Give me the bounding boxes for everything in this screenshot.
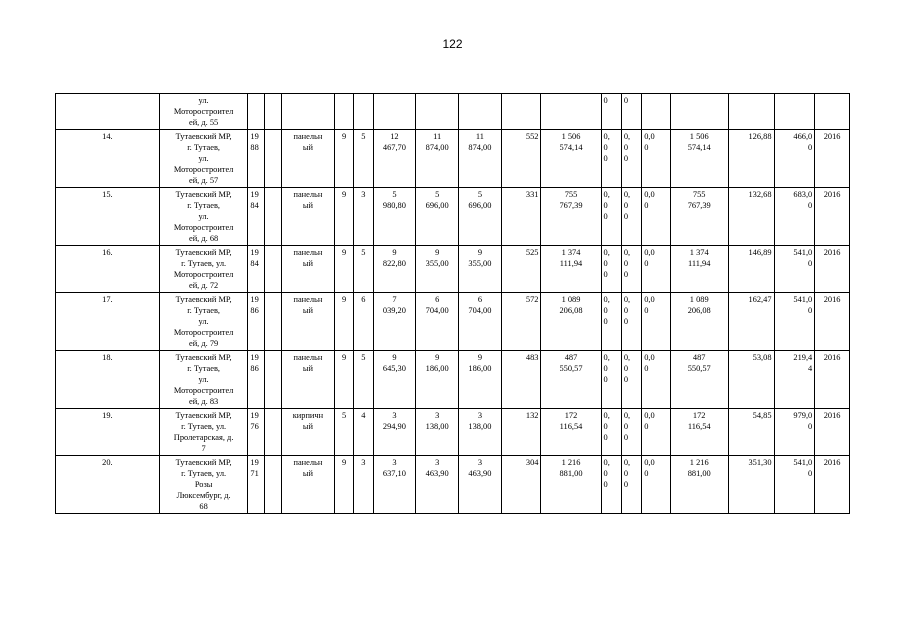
cell-floors <box>334 94 353 130</box>
cell-cost-b: 0, 0 0 <box>621 130 641 188</box>
cell-cost-d: 1 089 206,08 <box>670 293 728 351</box>
cell-max-cost <box>774 94 815 130</box>
cell-cost-b: 0, 0 0 <box>621 351 641 409</box>
cell-empty-col <box>264 351 281 409</box>
cell-year-completion: 2016 <box>815 456 850 514</box>
cell-year-completion: 2016 <box>815 351 850 409</box>
cell-cost-b: 0, 0 0 <box>621 188 641 246</box>
cell-build-year <box>248 94 264 130</box>
cell-cost-d: 1 374 111,94 <box>670 246 728 293</box>
cell-empty-col <box>264 409 281 456</box>
cell-address: ул. Моторостроител ей, д. 55 <box>159 94 248 130</box>
cell-floors: 9 <box>334 293 353 351</box>
cell-area-b: 3 138,00 <box>459 409 502 456</box>
cell-build-year: 19 71 <box>248 456 264 514</box>
cell-wall-material: панельн ый <box>281 456 334 514</box>
cell-max-cost: 979,0 0 <box>774 409 815 456</box>
cell-cost-d: 755 767,39 <box>670 188 728 246</box>
cell-row-number: 14. <box>56 130 160 188</box>
cell-cost-total: 1 089 206,08 <box>541 293 601 351</box>
cell-cost-c: 0,0 0 <box>642 246 671 293</box>
cell-area-a: 3 463,90 <box>416 456 459 514</box>
cell-residents: 483 <box>501 351 541 409</box>
table-row <box>56 293 850 351</box>
table-row <box>56 456 850 514</box>
cell-cost-c <box>642 94 671 130</box>
register-table <box>55 93 850 514</box>
cell-cost-per-m2: 351,30 <box>728 456 774 514</box>
cell-build-year: 19 88 <box>248 130 264 188</box>
cell-floors: 5 <box>334 409 353 456</box>
cell-area-b <box>459 94 502 130</box>
cell-cost-b: 0, 0 0 <box>621 409 641 456</box>
cell-wall-material: панельн ый <box>281 188 334 246</box>
cell-year-completion: 2016 <box>815 130 850 188</box>
cell-row-number: 20. <box>56 456 160 514</box>
cell-floors: 9 <box>334 188 353 246</box>
cell-area-b: 9 186,00 <box>459 351 502 409</box>
cell-cost-a: 0 <box>601 94 621 130</box>
table-row <box>56 246 850 293</box>
cell-area-a: 9 355,00 <box>416 246 459 293</box>
cell-cost-a: 0, 0 0 <box>601 246 621 293</box>
cell-address: Тутаевский МР, г. Тутаев, ул. Моторостроител ей, д. 79 <box>159 293 248 351</box>
cell-row-number: 17. <box>56 293 160 351</box>
cell-cost-c: 0,0 0 <box>642 409 671 456</box>
cell-address: Тутаевский МР, г. Тутаев, ул. Моторостроител ей, д. 57 <box>159 130 248 188</box>
cell-row-number: 19. <box>56 409 160 456</box>
cell-residents: 525 <box>501 246 541 293</box>
cell-floors: 9 <box>334 351 353 409</box>
cell-cost-b: 0 <box>621 94 641 130</box>
cell-floors: 9 <box>334 246 353 293</box>
cell-address: Тутаевский МР, г. Тутаев, ул. Моторостроител ей, д. 72 <box>159 246 248 293</box>
cell-year-completion: 2016 <box>815 246 850 293</box>
cell-area-b: 5 696,00 <box>459 188 502 246</box>
table-body <box>56 94 850 514</box>
cell-total-area: 3 637,10 <box>373 456 416 514</box>
cell-cost-d: 487 550,57 <box>670 351 728 409</box>
cell-year-completion: 2016 <box>815 409 850 456</box>
cell-residents: 132 <box>501 409 541 456</box>
cell-entrances: 5 <box>354 246 373 293</box>
cell-cost-a: 0, 0 0 <box>601 188 621 246</box>
cell-row-number: 15. <box>56 188 160 246</box>
cell-max-cost: 683,0 0 <box>774 188 815 246</box>
table-row <box>56 130 850 188</box>
cell-empty-col <box>264 188 281 246</box>
cell-cost-total: 1 506 574,14 <box>541 130 601 188</box>
cell-residents: 331 <box>501 188 541 246</box>
cell-address: Тутаевский МР, г. Тутаев, ул. Моторостроител ей, д. 83 <box>159 351 248 409</box>
cell-cost-b: 0, 0 0 <box>621 246 641 293</box>
cell-entrances: 4 <box>354 409 373 456</box>
cell-build-year: 19 84 <box>248 188 264 246</box>
cell-wall-material: панельн ый <box>281 246 334 293</box>
cell-area-a <box>416 94 459 130</box>
cell-total-area: 7 039,20 <box>373 293 416 351</box>
cell-empty-col <box>264 293 281 351</box>
cell-cost-c: 0,0 0 <box>642 293 671 351</box>
cell-cost-b: 0, 0 0 <box>621 456 641 514</box>
cell-area-b: 6 704,00 <box>459 293 502 351</box>
cell-max-cost: 541,0 0 <box>774 246 815 293</box>
cell-cost-c: 0,0 0 <box>642 130 671 188</box>
cell-residents: 552 <box>501 130 541 188</box>
cell-cost-d: 1 216 881,00 <box>670 456 728 514</box>
cell-cost-d <box>670 94 728 130</box>
cell-cost-a: 0, 0 0 <box>601 456 621 514</box>
cell-area-a: 6 704,00 <box>416 293 459 351</box>
cell-area-a: 11 874,00 <box>416 130 459 188</box>
cell-cost-d: 172 116,54 <box>670 409 728 456</box>
cell-year-completion: 2016 <box>815 293 850 351</box>
cell-build-year: 19 84 <box>248 246 264 293</box>
cell-build-year: 19 86 <box>248 293 264 351</box>
cell-entrances: 6 <box>354 293 373 351</box>
cell-total-area <box>373 94 416 130</box>
cell-row-number: 18. <box>56 351 160 409</box>
cell-wall-material: кирпичн ый <box>281 409 334 456</box>
cell-entrances: 5 <box>354 130 373 188</box>
cell-row-number <box>56 94 160 130</box>
cell-area-a: 9 186,00 <box>416 351 459 409</box>
cell-wall-material: панельн ый <box>281 293 334 351</box>
cell-wall-material: панельн ый <box>281 130 334 188</box>
cell-residents: 572 <box>501 293 541 351</box>
cell-cost-total: 1 216 881,00 <box>541 456 601 514</box>
cell-area-b: 11 874,00 <box>459 130 502 188</box>
cell-cost-total: 755 767,39 <box>541 188 601 246</box>
cell-address: Тутаевский МР, г. Тутаев, ул. Пролетарская, д. 7 <box>159 409 248 456</box>
cell-cost-per-m2: 132,68 <box>728 188 774 246</box>
cell-max-cost: 466,0 0 <box>774 130 815 188</box>
cell-cost-c: 0,0 0 <box>642 188 671 246</box>
cell-cost-a: 0, 0 0 <box>601 130 621 188</box>
cell-total-area: 9 822,80 <box>373 246 416 293</box>
cell-residents <box>501 94 541 130</box>
cell-entrances: 3 <box>354 188 373 246</box>
cell-cost-per-m2: 54,85 <box>728 409 774 456</box>
table-row-continued <box>56 94 850 130</box>
cell-area-b: 3 463,90 <box>459 456 502 514</box>
cell-build-year: 19 86 <box>248 351 264 409</box>
cell-floors: 9 <box>334 130 353 188</box>
cell-cost-per-m2: 126,88 <box>728 130 774 188</box>
cell-area-a: 5 696,00 <box>416 188 459 246</box>
table-row <box>56 351 850 409</box>
cell-build-year: 19 76 <box>248 409 264 456</box>
page-number: 122 <box>442 37 463 51</box>
cell-residents: 304 <box>501 456 541 514</box>
cell-max-cost: 541,0 0 <box>774 456 815 514</box>
cell-cost-c: 0,0 0 <box>642 456 671 514</box>
cell-cost-per-m2 <box>728 94 774 130</box>
cell-floors: 9 <box>334 456 353 514</box>
cell-year-completion <box>815 94 850 130</box>
cell-area-b: 9 355,00 <box>459 246 502 293</box>
cell-cost-c: 0,0 0 <box>642 351 671 409</box>
cell-max-cost: 541,0 0 <box>774 293 815 351</box>
cell-cost-a: 0, 0 0 <box>601 409 621 456</box>
cell-empty-col <box>264 94 281 130</box>
cell-entrances: 5 <box>354 351 373 409</box>
cell-cost-total: 487 550,57 <box>541 351 601 409</box>
cell-total-area: 3 294,90 <box>373 409 416 456</box>
cell-year-completion: 2016 <box>815 188 850 246</box>
cell-row-number: 16. <box>56 246 160 293</box>
cell-empty-col <box>264 456 281 514</box>
cell-cost-b: 0, 0 0 <box>621 293 641 351</box>
cell-total-area: 9 645,30 <box>373 351 416 409</box>
cell-cost-per-m2: 146,89 <box>728 246 774 293</box>
cell-cost-d: 1 506 574,14 <box>670 130 728 188</box>
cell-cost-per-m2: 53,08 <box>728 351 774 409</box>
cell-wall-material: панельн ый <box>281 351 334 409</box>
cell-empty-col <box>264 130 281 188</box>
table-row <box>56 409 850 456</box>
cell-cost-a: 0, 0 0 <box>601 293 621 351</box>
cell-area-a: 3 138,00 <box>416 409 459 456</box>
cell-cost-total <box>541 94 601 130</box>
cell-address: Тутаевский МР, г. Тутаев, ул. Моторостроител ей, д. 68 <box>159 188 248 246</box>
cell-entrances: 3 <box>354 456 373 514</box>
cell-empty-col <box>264 246 281 293</box>
cell-cost-total: 1 374 111,94 <box>541 246 601 293</box>
cell-cost-a: 0, 0 0 <box>601 351 621 409</box>
cell-entrances <box>354 94 373 130</box>
cell-total-area: 5 980,80 <box>373 188 416 246</box>
cell-wall-material <box>281 94 334 130</box>
table-row <box>56 188 850 246</box>
cell-max-cost: 219,4 4 <box>774 351 815 409</box>
cell-total-area: 12 467,70 <box>373 130 416 188</box>
cell-cost-total: 172 116,54 <box>541 409 601 456</box>
cell-cost-per-m2: 162,47 <box>728 293 774 351</box>
cell-address: Тутаевский МР, г. Тутаев, ул. Розы Люксембург, д. 68 <box>159 456 248 514</box>
